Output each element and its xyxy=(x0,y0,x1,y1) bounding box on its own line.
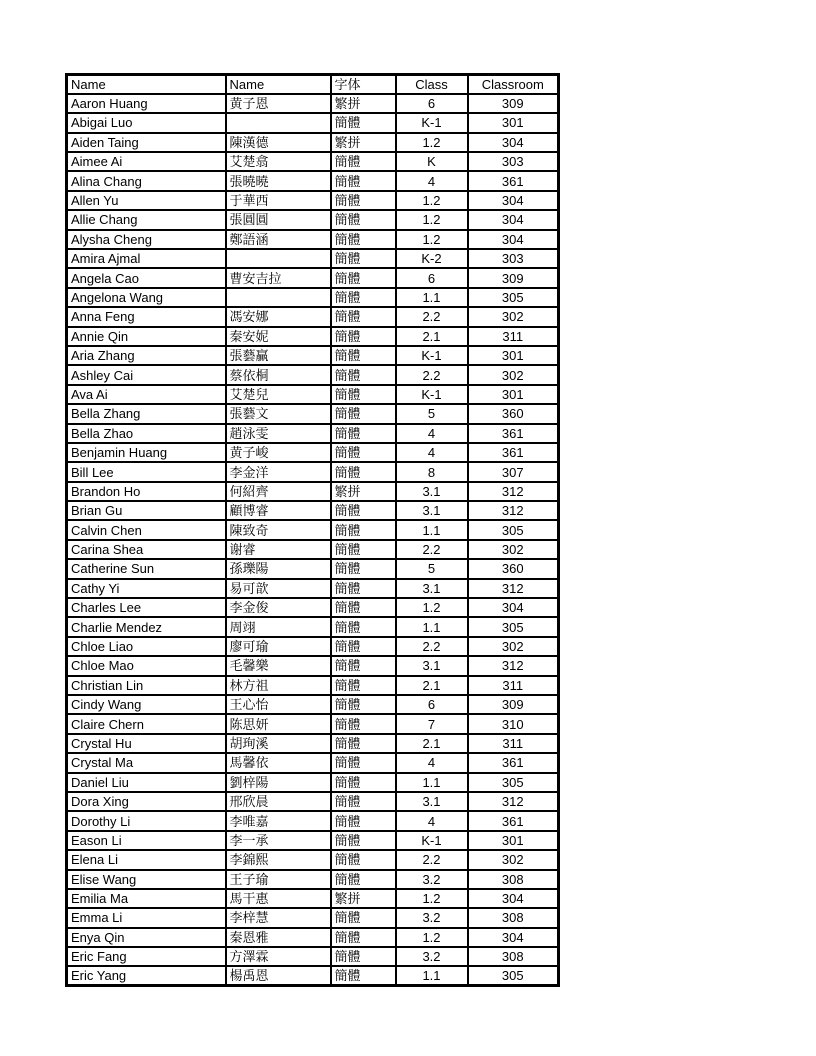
cell-name-en: Chloe Liao xyxy=(67,637,226,656)
cell-font-type: 簡體 xyxy=(331,191,396,210)
cell-font-type: 簡體 xyxy=(331,443,396,462)
cell-class: 2.2 xyxy=(396,540,468,559)
cell-font-type: 簡體 xyxy=(331,870,396,889)
table-row xyxy=(67,443,559,462)
cell-class: 1.1 xyxy=(396,773,468,792)
cell-classroom: 309 xyxy=(468,695,559,714)
cell-name-zh: 馮安娜 xyxy=(226,307,331,326)
cell-classroom: 305 xyxy=(468,773,559,792)
cell-name-en: Aaron Huang xyxy=(67,94,226,113)
cell-name-zh xyxy=(226,288,331,307)
cell-name-zh: 于華西 xyxy=(226,191,331,210)
cell-name-en: Annie Qin xyxy=(67,327,226,346)
cell-classroom: 360 xyxy=(468,404,559,423)
cell-name-en: Enya Qin xyxy=(67,928,226,947)
cell-name-en: Bella Zhao xyxy=(67,424,226,443)
cell-classroom: 361 xyxy=(468,811,559,830)
table-row xyxy=(67,676,559,695)
cell-font-type: 簡體 xyxy=(331,928,396,947)
cell-font-type: 簡體 xyxy=(331,210,396,229)
cell-font-type: 簡體 xyxy=(331,676,396,695)
cell-classroom: 361 xyxy=(468,443,559,462)
cell-font-type: 簡體 xyxy=(331,462,396,481)
table-row xyxy=(67,152,559,171)
table-row xyxy=(67,540,559,559)
cell-font-type: 簡體 xyxy=(331,773,396,792)
cell-classroom: 312 xyxy=(468,501,559,520)
cell-class: K-1 xyxy=(396,831,468,850)
cell-name-zh: 蔡依桐 xyxy=(226,365,331,384)
cell-classroom: 308 xyxy=(468,908,559,927)
cell-class: 1.1 xyxy=(396,966,468,985)
cell-font-type: 簡體 xyxy=(331,327,396,346)
table-row xyxy=(67,404,559,423)
cell-classroom: 312 xyxy=(468,656,559,675)
cell-class: 3.1 xyxy=(396,579,468,598)
cell-name-en: Carina Shea xyxy=(67,540,226,559)
cell-name-en: Calvin Chen xyxy=(67,520,226,539)
cell-name-en: Crystal Ma xyxy=(67,753,226,772)
cell-class: 1.2 xyxy=(396,191,468,210)
cell-name-zh xyxy=(226,249,331,268)
cell-name-en: Anna Feng xyxy=(67,307,226,326)
table-row xyxy=(67,617,559,636)
cell-name-zh: 黄子峻 xyxy=(226,443,331,462)
cell-font-type: 簡體 xyxy=(331,113,396,132)
cell-name-zh: 王心怡 xyxy=(226,695,331,714)
cell-name-zh: 艾楚翕 xyxy=(226,152,331,171)
cell-font-type: 簡體 xyxy=(331,249,396,268)
cell-font-type: 簡體 xyxy=(331,424,396,443)
cell-name-en: Crystal Hu xyxy=(67,734,226,753)
cell-classroom: 312 xyxy=(468,792,559,811)
table-row xyxy=(67,579,559,598)
table-row xyxy=(67,753,559,772)
cell-classroom: 311 xyxy=(468,327,559,346)
cell-classroom: 360 xyxy=(468,559,559,578)
cell-name-zh: 張藝文 xyxy=(226,404,331,423)
cell-name-en: Daniel Liu xyxy=(67,773,226,792)
cell-class: 6 xyxy=(396,695,468,714)
cell-class: 3.2 xyxy=(396,947,468,966)
cell-classroom: 312 xyxy=(468,579,559,598)
cell-class: 3.2 xyxy=(396,870,468,889)
cell-classroom: 305 xyxy=(468,288,559,307)
cell-font-type: 簡體 xyxy=(331,385,396,404)
cell-classroom: 305 xyxy=(468,520,559,539)
table-row xyxy=(67,113,559,132)
cell-name-zh: 王子瑜 xyxy=(226,870,331,889)
cell-class: 2.1 xyxy=(396,327,468,346)
cell-name-zh: 周翊 xyxy=(226,617,331,636)
cell-name-en: Aria Zhang xyxy=(67,346,226,365)
table-row xyxy=(67,171,559,190)
cell-classroom: 308 xyxy=(468,870,559,889)
cell-font-type: 簡體 xyxy=(331,908,396,927)
cell-name-zh: 方澤霖 xyxy=(226,947,331,966)
cell-font-type: 繁拼 xyxy=(331,889,396,908)
cell-name-en: Aimee Ai xyxy=(67,152,226,171)
cell-class: 1.2 xyxy=(396,230,468,249)
cell-name-zh: 李金洋 xyxy=(226,462,331,481)
cell-font-type: 簡體 xyxy=(331,617,396,636)
table-row xyxy=(67,908,559,927)
cell-name-zh: 陳漢德 xyxy=(226,133,331,152)
cell-name-en: Dorothy Li xyxy=(67,811,226,830)
cell-class: 3.1 xyxy=(396,482,468,501)
cell-font-type: 簡體 xyxy=(331,966,396,985)
cell-font-type: 簡體 xyxy=(331,947,396,966)
cell-font-type: 簡體 xyxy=(331,831,396,850)
cell-classroom: 304 xyxy=(468,889,559,908)
cell-name-en: Amira Ajmal xyxy=(67,249,226,268)
cell-name-zh: 邢欣晨 xyxy=(226,792,331,811)
cell-name-zh: 楊禹恩 xyxy=(226,966,331,985)
cell-classroom: 301 xyxy=(468,346,559,365)
table-row xyxy=(67,327,559,346)
cell-name-zh: 顧博睿 xyxy=(226,501,331,520)
table-row xyxy=(67,870,559,889)
table-row xyxy=(67,462,559,481)
cell-classroom: 304 xyxy=(468,210,559,229)
cell-name-zh: 張圓圓 xyxy=(226,210,331,229)
cell-font-type: 簡體 xyxy=(331,579,396,598)
cell-name-zh: 張曉曉 xyxy=(226,171,331,190)
cell-classroom: 310 xyxy=(468,714,559,733)
cell-class: 1.2 xyxy=(396,889,468,908)
table-row xyxy=(67,501,559,520)
cell-class: 2.1 xyxy=(396,734,468,753)
cell-class: 1.1 xyxy=(396,520,468,539)
table-row xyxy=(67,637,559,656)
cell-font-type: 簡體 xyxy=(331,365,396,384)
cell-class: 2.2 xyxy=(396,637,468,656)
cell-name-en: Eric Yang xyxy=(67,966,226,985)
student-roster-table xyxy=(65,73,560,987)
cell-name-en: Christian Lin xyxy=(67,676,226,695)
cell-classroom: 304 xyxy=(468,230,559,249)
table-row xyxy=(67,385,559,404)
cell-name-zh: 廖可瑜 xyxy=(226,637,331,656)
cell-name-en: Angela Cao xyxy=(67,268,226,287)
cell-class: 8 xyxy=(396,462,468,481)
table-row xyxy=(67,482,559,501)
cell-class: 2.2 xyxy=(396,307,468,326)
cell-class: 4 xyxy=(396,424,468,443)
table-row xyxy=(67,773,559,792)
cell-class: 1.2 xyxy=(396,928,468,947)
cell-class: 4 xyxy=(396,753,468,772)
cell-font-type: 簡體 xyxy=(331,346,396,365)
table-row xyxy=(67,734,559,753)
cell-classroom: 305 xyxy=(468,617,559,636)
cell-name-en: Bella Zhang xyxy=(67,404,226,423)
table-body xyxy=(67,94,559,986)
cell-font-type: 簡體 xyxy=(331,598,396,617)
cell-font-type: 簡體 xyxy=(331,520,396,539)
cell-font-type: 簡體 xyxy=(331,656,396,675)
cell-font-type: 簡體 xyxy=(331,288,396,307)
table-row xyxy=(67,811,559,830)
cell-name-zh: 李錦熙 xyxy=(226,850,331,869)
cell-name-zh: 陈思妍 xyxy=(226,714,331,733)
cell-name-en: Alina Chang xyxy=(67,171,226,190)
cell-font-type: 簡體 xyxy=(331,811,396,830)
cell-font-type: 簡體 xyxy=(331,307,396,326)
cell-classroom: 309 xyxy=(468,268,559,287)
cell-font-type: 簡體 xyxy=(331,268,396,287)
table-row xyxy=(67,850,559,869)
cell-classroom: 302 xyxy=(468,850,559,869)
table-row xyxy=(67,191,559,210)
cell-name-zh: 毛馨樂 xyxy=(226,656,331,675)
col-header-classroom: Classroom xyxy=(468,75,559,94)
cell-class: 6 xyxy=(396,94,468,113)
cell-classroom: 304 xyxy=(468,928,559,947)
cell-name-zh: 秦安妮 xyxy=(226,327,331,346)
cell-name-zh: 李金俊 xyxy=(226,598,331,617)
cell-class: K xyxy=(396,152,468,171)
table-row xyxy=(67,966,559,985)
cell-name-en: Emma Li xyxy=(67,908,226,927)
cell-classroom: 361 xyxy=(468,171,559,190)
cell-classroom: 302 xyxy=(468,307,559,326)
cell-class: 1.2 xyxy=(396,598,468,617)
cell-name-en: Cathy Yi xyxy=(67,579,226,598)
cell-name-en: Eason Li xyxy=(67,831,226,850)
cell-classroom: 303 xyxy=(468,152,559,171)
cell-class: K-2 xyxy=(396,249,468,268)
cell-classroom: 301 xyxy=(468,113,559,132)
cell-name-zh: 胡珣溪 xyxy=(226,734,331,753)
cell-name-zh: 馬干惠 xyxy=(226,889,331,908)
cell-classroom: 302 xyxy=(468,365,559,384)
table-row xyxy=(67,889,559,908)
cell-font-type: 簡體 xyxy=(331,714,396,733)
cell-name-en: Ava Ai xyxy=(67,385,226,404)
header-row xyxy=(67,75,559,94)
cell-name-zh: 谢睿 xyxy=(226,540,331,559)
col-header-name-zh: Name xyxy=(226,75,331,94)
cell-class: 1.1 xyxy=(396,617,468,636)
cell-class: 5 xyxy=(396,404,468,423)
table-row xyxy=(67,133,559,152)
cell-classroom: 302 xyxy=(468,540,559,559)
cell-font-type: 繁拼 xyxy=(331,94,396,113)
cell-name-zh: 陳致奇 xyxy=(226,520,331,539)
cell-font-type: 繁拼 xyxy=(331,133,396,152)
cell-class: K-1 xyxy=(396,346,468,365)
cell-class: 1.2 xyxy=(396,133,468,152)
cell-name-zh: 李一承 xyxy=(226,831,331,850)
cell-classroom: 301 xyxy=(468,831,559,850)
cell-font-type: 簡體 xyxy=(331,637,396,656)
cell-name-zh: 艾楚兒 xyxy=(226,385,331,404)
cell-name-zh: 劉梓陽 xyxy=(226,773,331,792)
cell-name-zh: 易可歆 xyxy=(226,579,331,598)
table-row xyxy=(67,714,559,733)
cell-name-en: Benjamin Huang xyxy=(67,443,226,462)
cell-class: 3.2 xyxy=(396,908,468,927)
table-row xyxy=(67,365,559,384)
table-row xyxy=(67,346,559,365)
cell-font-type: 繁拼 xyxy=(331,482,396,501)
cell-classroom: 301 xyxy=(468,385,559,404)
cell-name-en: Brian Gu xyxy=(67,501,226,520)
cell-name-zh: 何紹齊 xyxy=(226,482,331,501)
cell-name-zh: 李唯嘉 xyxy=(226,811,331,830)
cell-classroom: 309 xyxy=(468,94,559,113)
cell-name-en: Chloe Mao xyxy=(67,656,226,675)
cell-class: 6 xyxy=(396,268,468,287)
cell-class: 2.1 xyxy=(396,676,468,695)
cell-class: K-1 xyxy=(396,385,468,404)
table-row xyxy=(67,831,559,850)
cell-name-zh: 林方祖 xyxy=(226,676,331,695)
cell-name-en: Elena Li xyxy=(67,850,226,869)
cell-name-en: Charlie Mendez xyxy=(67,617,226,636)
cell-classroom: 361 xyxy=(468,424,559,443)
cell-class: 2.2 xyxy=(396,365,468,384)
cell-name-en: Allie Chang xyxy=(67,210,226,229)
cell-classroom: 302 xyxy=(468,637,559,656)
cell-name-zh: 黄子恩 xyxy=(226,94,331,113)
cell-font-type: 簡體 xyxy=(331,792,396,811)
cell-font-type: 簡體 xyxy=(331,152,396,171)
cell-name-en: Cindy Wang xyxy=(67,695,226,714)
cell-name-en: Brandon Ho xyxy=(67,482,226,501)
cell-class: 5 xyxy=(396,559,468,578)
table-row xyxy=(67,424,559,443)
table-row xyxy=(67,559,559,578)
table-row xyxy=(67,210,559,229)
cell-class: 7 xyxy=(396,714,468,733)
cell-name-en: Claire Chern xyxy=(67,714,226,733)
col-header-class: Class xyxy=(396,75,468,94)
cell-classroom: 305 xyxy=(468,966,559,985)
cell-class: 2.2 xyxy=(396,850,468,869)
cell-name-zh: 曹安吉拉 xyxy=(226,268,331,287)
cell-classroom: 304 xyxy=(468,191,559,210)
table-row xyxy=(67,249,559,268)
cell-name-en: Dora Xing xyxy=(67,792,226,811)
cell-name-zh: 李梓慧 xyxy=(226,908,331,927)
cell-name-en: Alysha Cheng xyxy=(67,230,226,249)
cell-name-zh: 張藝贏 xyxy=(226,346,331,365)
cell-name-en: Catherine Sun xyxy=(67,559,226,578)
cell-name-zh xyxy=(226,113,331,132)
cell-name-en: Eric Fang xyxy=(67,947,226,966)
cell-class: 4 xyxy=(396,811,468,830)
cell-font-type: 簡體 xyxy=(331,501,396,520)
cell-font-type: 簡體 xyxy=(331,753,396,772)
table-row xyxy=(67,792,559,811)
cell-classroom: 307 xyxy=(468,462,559,481)
col-header-name-en: Name xyxy=(67,75,226,94)
cell-font-type: 簡體 xyxy=(331,559,396,578)
cell-name-zh: 孫瓅陽 xyxy=(226,559,331,578)
cell-name-en: Elise Wang xyxy=(67,870,226,889)
cell-class: 3.1 xyxy=(396,792,468,811)
cell-class: 1.2 xyxy=(396,210,468,229)
cell-classroom: 311 xyxy=(468,734,559,753)
cell-name-en: Ashley Cai xyxy=(67,365,226,384)
cell-name-zh: 秦恩雅 xyxy=(226,928,331,947)
cell-class: 1.1 xyxy=(396,288,468,307)
cell-font-type: 簡體 xyxy=(331,404,396,423)
cell-name-en: Emilia Ma xyxy=(67,889,226,908)
cell-font-type: 簡體 xyxy=(331,734,396,753)
cell-name-en: Charles Lee xyxy=(67,598,226,617)
cell-class: K-1 xyxy=(396,113,468,132)
table-row xyxy=(67,307,559,326)
cell-name-zh: 鄭語涵 xyxy=(226,230,331,249)
cell-classroom: 308 xyxy=(468,947,559,966)
cell-classroom: 311 xyxy=(468,676,559,695)
cell-font-type: 簡體 xyxy=(331,850,396,869)
cell-name-en: Angelona Wang xyxy=(67,288,226,307)
table-row xyxy=(67,598,559,617)
cell-classroom: 304 xyxy=(468,133,559,152)
table-row xyxy=(67,94,559,113)
cell-classroom: 304 xyxy=(468,598,559,617)
table-row xyxy=(67,695,559,714)
cell-class: 4 xyxy=(396,443,468,462)
cell-font-type: 簡體 xyxy=(331,540,396,559)
cell-classroom: 361 xyxy=(468,753,559,772)
cell-name-zh: 馬馨依 xyxy=(226,753,331,772)
cell-font-type: 簡體 xyxy=(331,230,396,249)
cell-font-type: 簡體 xyxy=(331,171,396,190)
cell-name-en: Abigai Luo xyxy=(67,113,226,132)
cell-name-en: Allen Yu xyxy=(67,191,226,210)
cell-font-type: 簡體 xyxy=(331,695,396,714)
cell-name-en: Aiden Taing xyxy=(67,133,226,152)
cell-name-zh: 趙泳雯 xyxy=(226,424,331,443)
table-row xyxy=(67,947,559,966)
cell-class: 3.1 xyxy=(396,501,468,520)
table-row xyxy=(67,230,559,249)
cell-class: 4 xyxy=(396,171,468,190)
table-row xyxy=(67,928,559,947)
table-row xyxy=(67,288,559,307)
cell-class: 3.1 xyxy=(396,656,468,675)
table-row xyxy=(67,656,559,675)
cell-classroom: 303 xyxy=(468,249,559,268)
table-row xyxy=(67,520,559,539)
table-row xyxy=(67,268,559,287)
cell-name-en: Bill Lee xyxy=(67,462,226,481)
cell-classroom: 312 xyxy=(468,482,559,501)
col-header-font-type: 字体 xyxy=(331,75,396,94)
